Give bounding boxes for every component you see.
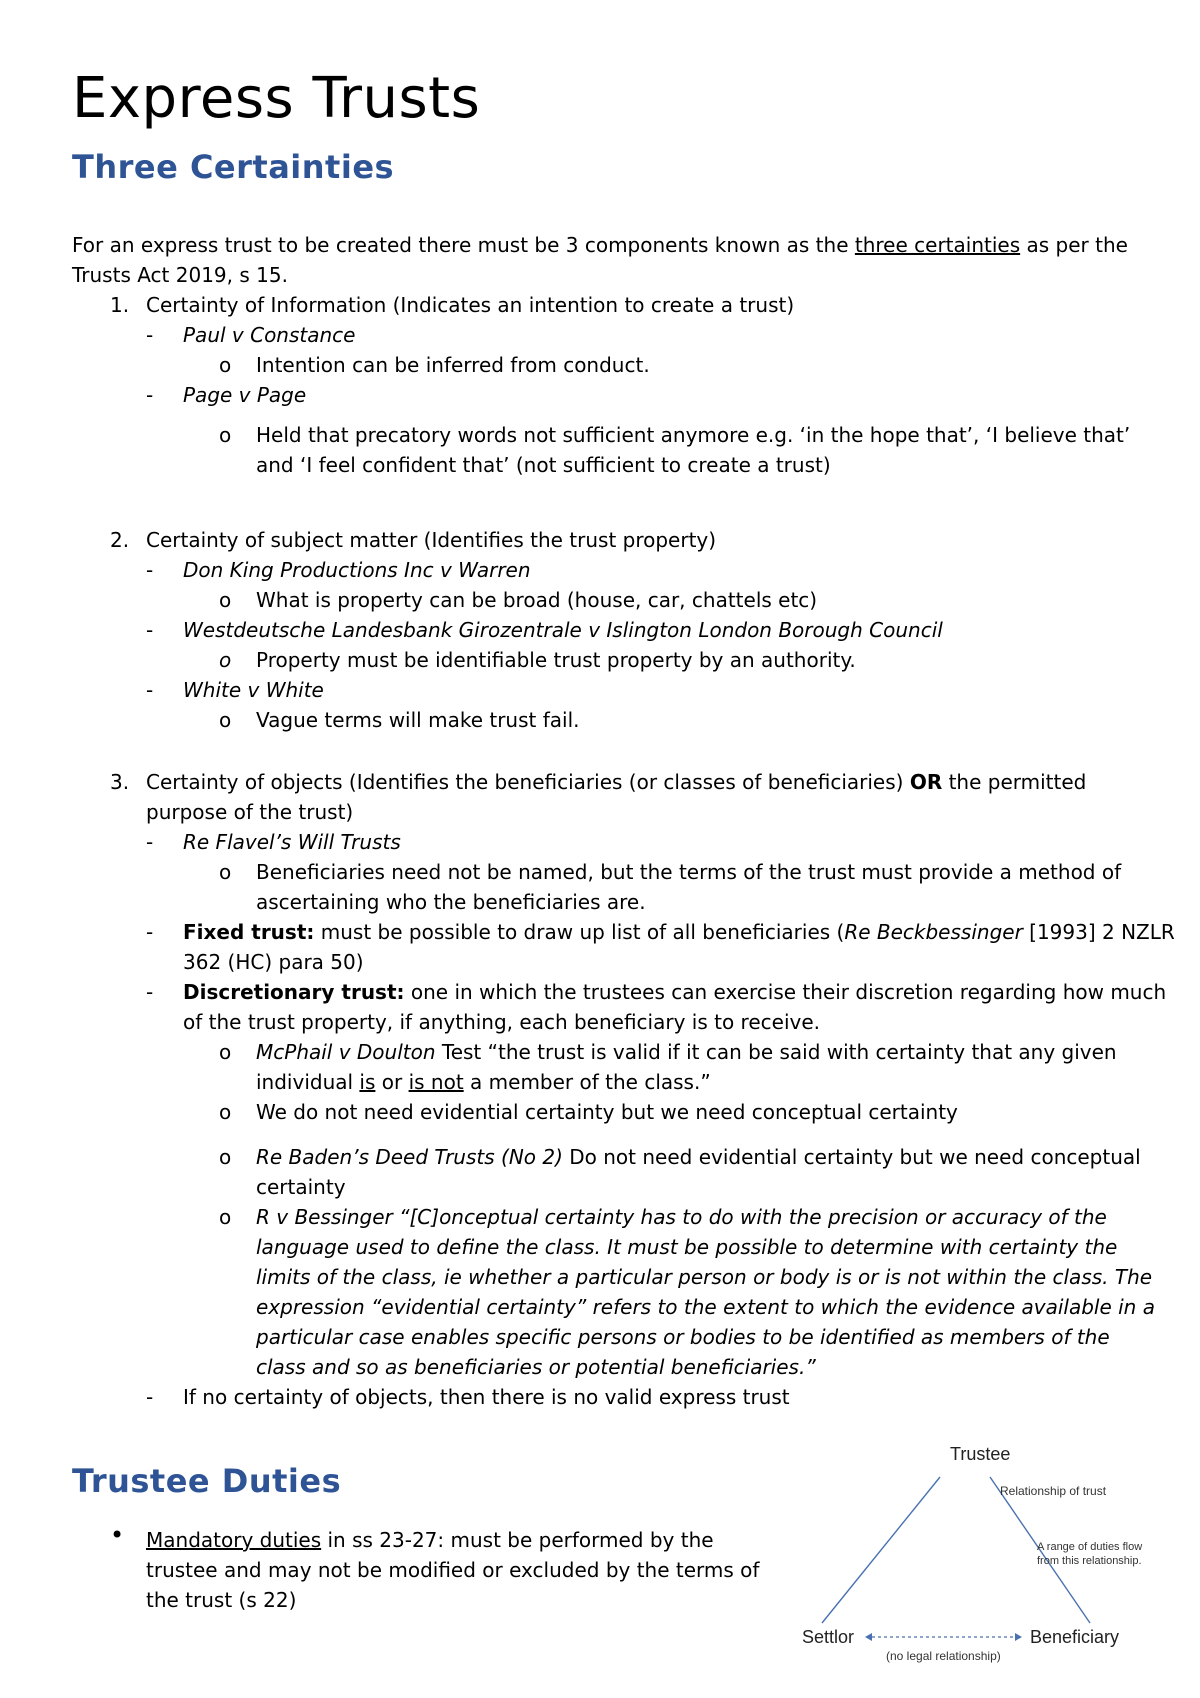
dash-marker: - bbox=[146, 323, 154, 347]
case-page-v-page: Page v Page bbox=[183, 383, 307, 407]
circle-bullet-icon: o bbox=[219, 588, 232, 612]
list-number-2: 2. bbox=[110, 528, 130, 552]
diagram-label-beneficiary: Beneficiary bbox=[1030, 1627, 1120, 1647]
re-baden-point-continued: certainty bbox=[256, 1175, 346, 1199]
circle-bullet-icon: o bbox=[219, 1100, 232, 1124]
certainty-1-heading: Certainty of Information (Indicates an intention to create a trust) bbox=[146, 293, 795, 317]
evidential-certainty-point: We do not need evidential certainty but we need conceptual certainty bbox=[256, 1100, 958, 1124]
r-v-bessinger-quote: R v Bessinger “[C]onceptual certainty has to do with the precision or accuracy of the bbox=[256, 1205, 1107, 1229]
discretionary-trust-item-continued: of the trust property, if anything, each beneficiary is to receive. bbox=[183, 1010, 820, 1034]
mandatory-duties-point: Mandatory duties in ss 23-27: must be performed by the bbox=[146, 1528, 714, 1552]
quote-line: class and so as beneficiaries or potential beneficiaries.” bbox=[256, 1355, 816, 1379]
case-point: Vague terms will make trust fail. bbox=[256, 708, 580, 732]
mandatory-duties-continued: trustee and may not be modified or excluded by the terms of bbox=[146, 1558, 760, 1582]
section-heading-three-certainties: Three Certainties bbox=[72, 148, 395, 186]
dash-marker: - bbox=[146, 678, 154, 702]
case-white-v-white: White v White bbox=[183, 678, 324, 702]
certainty-3-heading: Certainty of objects (Identifies the beneficiaries (or classes of beneficiaries) OR the permitted bbox=[146, 770, 1087, 794]
diagram-label-range-1: A range of duties flow bbox=[1037, 1541, 1143, 1553]
list-number-3: 3. bbox=[110, 770, 130, 794]
circle-bullet-icon: o bbox=[219, 1040, 232, 1064]
circle-bullet-icon: o bbox=[219, 1145, 232, 1169]
dash-marker: - bbox=[146, 1385, 154, 1409]
quote-line: language used to define the class. It must be possible to determine with certainty the bbox=[256, 1235, 1118, 1259]
circle-bullet-icon: o bbox=[219, 708, 232, 732]
circle-bullet-icon: o bbox=[219, 423, 232, 447]
dash-marker: - bbox=[146, 920, 154, 944]
mandatory-duties-link: Mandatory duties bbox=[146, 1528, 322, 1552]
circle-bullet-icon: o bbox=[219, 648, 232, 672]
circle-bullet-icon: o bbox=[219, 353, 232, 377]
case-re-flavel: Re Flavel’s Will Trusts bbox=[183, 830, 401, 854]
diagram-label-relationship: Relationship of trust bbox=[1000, 1484, 1107, 1498]
intro-paragraph-line-2: Trusts Act 2019, s 15. bbox=[72, 263, 288, 287]
case-paul-v-constance: Paul v Constance bbox=[183, 323, 356, 347]
circle-bullet-icon: o bbox=[219, 1205, 232, 1229]
circle-bullet-icon: o bbox=[219, 860, 232, 884]
quote-line: particular case enables specific persons or bodies to be identified as members of the bbox=[256, 1325, 1110, 1349]
mcphail-test-continued: individual is or is not a member of the class.” bbox=[256, 1070, 711, 1094]
fixed-trust-item: Fixed trust: must be possible to draw up list of all beneficiaries (Re Beckbessinger [1993] 2 NZLR bbox=[183, 920, 1175, 944]
dash-marker: - bbox=[146, 830, 154, 854]
arrow-right-icon bbox=[1015, 1633, 1022, 1641]
case-don-king: Don King Productions Inc v Warren bbox=[183, 558, 531, 582]
three-certainties-link: three certainties bbox=[854, 233, 1021, 257]
section-heading-trustee-duties: Trustee Duties bbox=[72, 1462, 342, 1500]
arrow-left-icon bbox=[865, 1633, 872, 1641]
case-point: Intention can be inferred from conduct. bbox=[256, 353, 650, 377]
mandatory-duties-continued: the trust (s 22) bbox=[146, 1588, 297, 1612]
list-number-1: 1. bbox=[110, 293, 130, 317]
certainty-3-heading-continued: purpose of the trust) bbox=[146, 800, 354, 824]
page-title: Express Trusts bbox=[72, 66, 481, 131]
quote-line: expression “evidential certainty” refers to the extent to which the evidence available in a bbox=[256, 1295, 1155, 1319]
re-baden-point: Re Baden’s Deed Trusts (No 2) Do not need evidential certainty but we need conceptual bbox=[256, 1145, 1141, 1169]
mcphail-test: McPhail v Doulton Test “the trust is valid if it can be said with certainty that any given bbox=[256, 1040, 1117, 1064]
case-point: Held that precatory words not sufficient anymore e.g. ‘in the hope that’, ‘I believe that’ bbox=[256, 423, 1131, 447]
case-point: Property must be identifiable trust property by an authority. bbox=[256, 648, 856, 672]
case-point: Beneficiaries need not be named, but the terms of the trust must provide a method of bbox=[256, 860, 1122, 884]
bullet-icon: • bbox=[110, 1521, 125, 1549]
case-westdeutsche: Westdeutsche Landesbank Girozentrale v Islington London Borough Council bbox=[183, 618, 943, 642]
discretionary-trust-item: Discretionary trust: one in which the trustees can exercise their discretion regarding how much bbox=[183, 980, 1167, 1004]
certainty-2-heading: Certainty of subject matter (Identifies the trust property) bbox=[146, 528, 717, 552]
diagram-label-no-legal: (no legal relationship) bbox=[886, 1649, 1001, 1663]
dash-marker: - bbox=[146, 558, 154, 582]
dash-marker: - bbox=[146, 383, 154, 407]
diagram-label-settlor: Settlor bbox=[802, 1627, 855, 1647]
dash-marker: - bbox=[146, 980, 154, 1004]
quote-line: limits of the class, ie whether a particular person or body is or is not within the class. The bbox=[256, 1265, 1153, 1289]
diagram-edge-trustee-settlor bbox=[822, 1477, 940, 1623]
dash-marker: - bbox=[146, 618, 154, 642]
case-point-continued: and ‘I feel confident that’ (not sufficient to create a trust) bbox=[256, 453, 831, 477]
no-certainty-point: If no certainty of objects, then there is no valid express trust bbox=[183, 1385, 790, 1409]
case-point: What is property can be broad (house, car, chattels etc) bbox=[256, 588, 818, 612]
fixed-trust-item-continued: 362 (HC) para 50) bbox=[183, 950, 364, 974]
case-point-continued: ascertaining who the beneficiaries are. bbox=[256, 890, 646, 914]
intro-paragraph-line-1: For an express trust to be created there must be 3 components known as the three certainties as per the bbox=[72, 233, 1128, 257]
diagram-label-trustee: Trustee bbox=[950, 1444, 1011, 1464]
trust-relationship-diagram bbox=[790, 1440, 1190, 1690]
diagram-label-range-2: from this relationship. bbox=[1037, 1555, 1142, 1567]
